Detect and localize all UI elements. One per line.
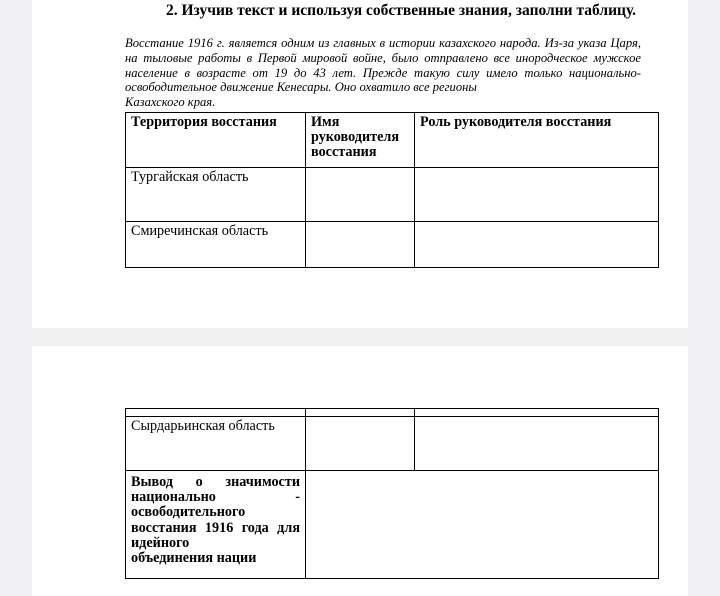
conclusion-answer-cell[interactable] bbox=[306, 471, 659, 579]
territory-cell: Сырдарьинская область bbox=[126, 417, 306, 471]
leader-name-cell[interactable] bbox=[306, 222, 415, 268]
task-paragraph-end: Казахского края. bbox=[125, 95, 216, 109]
table-row bbox=[126, 417, 659, 471]
table-header-row bbox=[126, 113, 659, 168]
conclusion-text-end: объединения нации bbox=[131, 550, 257, 567]
empty-cell bbox=[415, 409, 659, 417]
uprising-table bbox=[125, 112, 659, 268]
table-row bbox=[126, 168, 659, 222]
task-paragraph: Восстание 1916 г. является одним из главных в истории казахского народа. Из-за указа Царя, на тыловые работы в Первой мировой войне, было отправлено все инородческое мужское население в возрасте от 19 до 43 лет. Прежде такую силу имело только национально-освободительное движение Кенесары. Оно охватило все регионы bbox=[125, 36, 641, 95]
leader-role-cell[interactable] bbox=[415, 222, 659, 268]
empty-cell bbox=[126, 409, 306, 417]
document-page-1 bbox=[32, 0, 688, 328]
conclusion-row bbox=[126, 471, 659, 579]
header-leader-role: Роль руководителя восстания bbox=[415, 113, 659, 168]
conclusion-label bbox=[126, 471, 306, 579]
leader-name-cell[interactable] bbox=[306, 417, 415, 471]
empty-cell bbox=[306, 409, 415, 417]
leader-name-cell[interactable] bbox=[306, 168, 415, 222]
table-row bbox=[126, 222, 659, 268]
header-leader-name: Имя руководителя восстания bbox=[306, 113, 415, 168]
header-territory: Территория восстания bbox=[126, 113, 306, 168]
document-page-2 bbox=[32, 346, 688, 596]
task-heading: 2. Изучив текст и используя собственные знания, заполни таблицу. bbox=[166, 2, 637, 19]
conclusion-text: Вывод о значимости национально - освободительного восстания 1916 года для идейного bbox=[131, 474, 300, 551]
uprising-table-continued bbox=[125, 408, 659, 579]
leader-role-cell[interactable] bbox=[415, 168, 659, 222]
leader-role-cell[interactable] bbox=[415, 417, 659, 471]
territory-cell: Тургайская область bbox=[126, 168, 306, 222]
table-continuation-row bbox=[126, 409, 659, 417]
territory-cell: Смиречинская область bbox=[126, 222, 306, 268]
